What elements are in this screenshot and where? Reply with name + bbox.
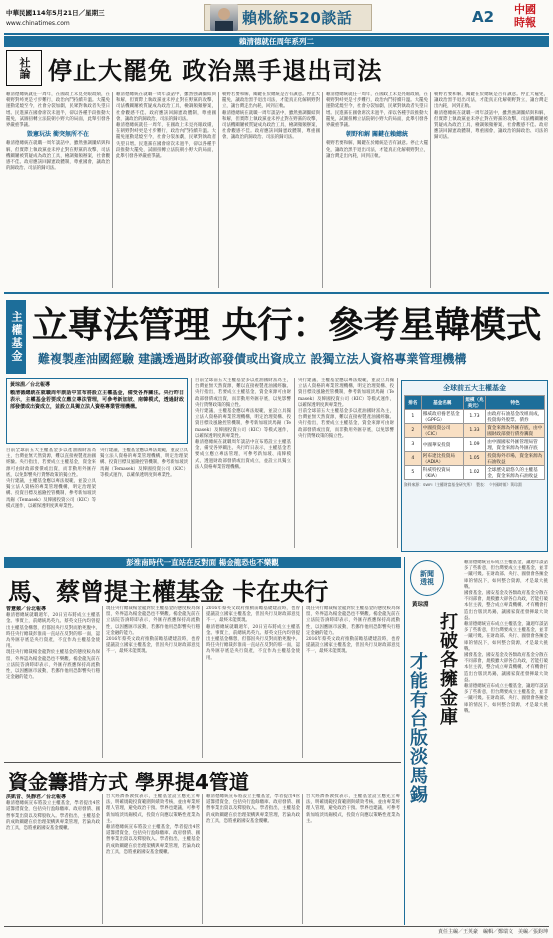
article3-col-2 [106, 606, 200, 758]
analysis-headline-line-2: 才能有台版淡馬錫 [407, 652, 428, 804]
article4-byline: 洪凱音、吳靜君／台北報導 [6, 794, 67, 800]
fund-paragraph: 央行建議，主權基金應以專法規範，並設立具獨立法人資格的專業管理機構，明定治理架構、投資目標及風險控管機制，參考新加坡淡馬錫（Temasek）及韓國投資公司（KIC）等模式運作，以確保透明度與專業性。 [298, 378, 394, 408]
editorial-col-3 [222, 92, 320, 288]
article3-col-3 [206, 606, 300, 758]
column-divider [302, 794, 303, 924]
analysis-label [410, 560, 444, 596]
analysis-paragraph: 賴清德總統宣布成立主權基金，讓週年談話多了些新意，但台灣要成立主權基金，並非一蹴可幾。在財政部、央行、國發會各擁金庫的情況下，如何整合資源，才是最大挑戰。 [464, 560, 548, 590]
article3-paragraph: 2016年蔡英文政府推動前瞻基礎建設時，也曾提議設立國家主權基金，但因央行及財政部意見不一，最終未能實現。 [106, 637, 200, 655]
page-code: A2 [472, 8, 495, 26]
fund-paragraph: 央行建議，主權基金應以專法規範，並設立具獨立法人資格的專業管理機構，明定治理架構、投資目標及風險控管機制，參考新加坡淡馬錫（Temasek）及韓國投資公司（KIC）等模式運作，以確保透明度與專業性。 [6, 479, 96, 509]
editorial-paragraph: 賴清德總統在就職一周年談話中，雖然強調團結與和解，但實際上執政黨並未停止對在野黨的攻擊，司法機關屢被質疑成為政治工具，檢調頻頻辦案，社會觀感不佳。政府應該回歸憲政體制，尊重國會，讓政治的歸政治、司法的歸司法。 [222, 110, 320, 141]
paper-logo [505, 3, 545, 31]
editorial-col-2 [116, 92, 216, 288]
article4-col-2 [106, 794, 200, 924]
analysis-paragraph: 賴清德總統宣布成立主權基金，讓週年談話多了些新意，但台灣要成立主權基金，並非一蹴可幾。在財政部、央行、國發會各擁金庫的情況下，如何整合資源，才是最大挑戰。 [464, 684, 548, 714]
column-divider [112, 92, 113, 288]
column-divider [430, 92, 431, 288]
section-rule [4, 292, 549, 294]
editorial-paragraph: 賴清德總統就任一周年，在國政上未見亮眼政績，在朝野對峙更是寸步難行，政治內鬥持續升溫。大罷免運動延燒至今，社會分裂加劇，民眾對執政者失望日增。民進黨在國會席次未過半，卻以各種手段推動大罷免，試圖扭轉立法院朝小野大的局面，此舉引發各界嚴重爭議。 [116, 123, 216, 160]
editorial-paragraph: 賴清德總統在就職一周年談話中，雖然強調團結與和解，但實際上執政黨並未停止對在野黨的攻擊，司法機關屢被質疑成為政治工具，檢調頻頻辦案，社會觀感不佳。政府應該回歸憲政體制，尊重國會，讓政治的歸政治、司法的歸司法。 [6, 141, 110, 172]
fund-col-header: 規模（兆美元） [465, 397, 484, 409]
article3-paragraph: 2016年蔡英文政府推動前瞻基礎建設時，也曾提議設立國家主權基金，但因央行及財政部意見不一，最終未能實現。 [206, 606, 300, 624]
editorial-paragraph: 賴清德總統就任一周年，在國政上未見亮眼政績，在朝野對峙更是寸步難行，政治內鬥持續升溫。大罷免運動延燒至今，社會分裂加劇，民眾對執政者失望日增。民進黨在國會席次未過半，卻以各種手段推動大罷免，試圖扭轉立法院朝小野大的局面，此舉引發各界嚴重爭議。 [6, 92, 110, 129]
fund-lede: 賴清德總統在就職周年談話中宣布將設立主權基金，備受各界關注。央行昨日表示，主權基金若要成立應立專法管理，可參考新加坡、南韓模式，透過財政部發債或出資成立，並設立具獨立法人資格專業管理機構。 [10, 390, 184, 410]
fund-size: 1.02 [463, 466, 485, 480]
article3-headline: 馬、蔡曾提主權基金 卡在央行 [8, 578, 329, 606]
president-photo [210, 4, 238, 31]
fund-paragraph: 央行建議，主權基金應以專法規範，並設立具獨立法人資格的專業管理機構，明定治理架構、投資目標及風險控管機制，參考新加坡淡馬錫（Temasek）及韓國投資公司（KIC）等模式運作，以確保透明度與專業性。 [195, 409, 291, 439]
editorial-paragraph: 朝野若要和解，關鍵在於總統是否有誠意。停止大罷免，讓政治黑手退出司法，才能真正化解朝野對立，讓台灣走出內耗，回到正軌。 [434, 92, 548, 110]
article3-paragraph: 現任央行總裁楊金龍對於主權基金的態度較為保留，外界認為楊金龍恐也不樂觀。楊金龍先前在立法院答詢時即表示，外匯存底應保持高流動性，以因應匯市波動，若挪作他用恐影響央行穩定金融的能力。 [6, 650, 100, 681]
article3-paragraph: 賴清德總統就職週年，20日宣布將成立主權基金。事實上，前總統馬英九、蔡英文任內均曾提出主權基金構想，但都因央行反對而胎死腹中。時任央行總裁彭淮南一直站在反對的那一面，認為外匯存底是央行資產，不宜作為主權基金使用。 [6, 613, 100, 650]
fund-col-header: 特色 [486, 396, 545, 410]
editorial-kicker [6, 50, 42, 86]
column-divider [202, 794, 203, 924]
fund-paragraph: 央行建議，主權基金應以專法規範，並設立具獨立法人資格的專業管理機構，明定治理架構、投資目標及風險控管機制，參考新加坡淡馬錫（Temasek）及韓國投資公司（KIC）等模式運作，以確保透明度與專業性。 [100, 448, 188, 478]
column-divider [322, 92, 323, 288]
fund-headline: 立專法管理 央行：參考星韓模式 [32, 305, 542, 346]
analysis-paragraph: 國發基金、國安基金及各類政府基金分散在不同部會，規模雖大卻各自為政，若能打破本位主義，整合成立專責機構，才有機會打造出台版淡馬錫，讓國家資產發揮最大效益。 [464, 653, 548, 683]
article4-headline: 資金籌措方式 學界提4管道 [8, 770, 249, 794]
fund-lede-box [6, 378, 188, 444]
portrait-icon [210, 4, 238, 31]
fund-col-3 [195, 378, 291, 548]
fund-paragraph: 目前全球前五大主權基金多以產油國財富為主，台灣並無天然資源，難以直接複製產油國經驗。央行指出，若要成立主權基金，資金來源可由財政部發債或出資，而非動用外匯存底，以免影響央行貨幣政策的獨立性。 [298, 409, 394, 439]
fund-rank: 3 [405, 438, 422, 452]
article3-col-4 [306, 606, 400, 758]
analysis-paragraph: 賴清德總統宣布成立主權基金，讓週年談話多了些新意，但台灣要成立主權基金，並非一蹴可幾。在財政部、央行、國發會各擁金庫的情況下，如何整合資源，才是最大挑戰。 [464, 622, 548, 652]
analysis-headline-line-1: 打破各擁金庫 [437, 612, 458, 726]
column-divider [102, 794, 103, 924]
fund-table-source: 資料來源：SWFI（主權財富基金研究所） 製表：《中國時報》黃琮淵 [404, 482, 522, 487]
table-row [405, 452, 545, 466]
article3-paragraph: 2016年蔡英文政府推動前瞻基礎建設時，也曾提議設立國家主權基金，但因央行及財政部意見不一，最終未能實現。 [306, 637, 400, 655]
fund-table [404, 395, 545, 480]
column-divider [102, 606, 103, 758]
article3-paragraph: 現任央行總裁楊金龍對於主權基金的態度較為保留，外界認為楊金龍恐也不樂觀。楊金龍先前在立法院答詢時即表示，外匯存底應保持高流動性，以因應匯市波動，若挪作他用恐影響央行穩定金融的能力。 [106, 606, 200, 636]
article4-paragraph: 台大經濟系教授表示，主權基金設立應先立專法，明確規範投資範圍與績效考核，並由專業經理人管理，避免政治干預。學界也建議，可參考新加坡淡馬錫模式，投資方向應以策略性產業為主。 [106, 794, 200, 824]
fund-col-header: 基金名稱 [421, 396, 463, 410]
fund-name: 中國投資公司（CIC） [421, 424, 463, 438]
fund-size: 1.09 [463, 438, 485, 452]
article4-paragraph: 賴清德總統宣布將設立主權基金，學者提出4管道籌措資金，包括央行盈餘繳庫、政府發債、國營事業出資以及釋股收入。學者指出，主權基金的成敗關鍵在於治理架構與專業管理，若淪為政治工具，恐將重蹈國安基金覆轍。 [106, 825, 200, 855]
article4-paragraph: 賴清德總統宣布將設立主權基金，學者提出4管道籌措資金，包括央行盈餘繳庫、政府發債、國營事業出資以及釋股收入。學者指出，主權基金的成敗關鍵在於治理架構與專業管理，若淪為政治工具，恐將重蹈國安基金覆轍。 [6, 801, 100, 832]
article4-col-3 [206, 794, 300, 924]
editorial-paragraph: 賴清德總統就任一周年，在國政上未見亮眼政績，在朝野對峙更是寸步難行，政治內鬥持續升溫。大罷免運動延燒至今，社會分裂加劇，民眾對執政者失望日增。民進黨在國會席次未過半，卻以各種手段推動大罷免，試圖扭轉立法院朝小野大的局面，此舉引發各界嚴重爭議。 [326, 92, 428, 129]
column-divider [294, 378, 295, 548]
editorial-subhead-2: 朝野和解 關鍵在賴總統 [345, 131, 409, 139]
editorial-col-5 [434, 92, 548, 288]
article4-col-1 [6, 794, 100, 924]
column-divider [202, 606, 203, 758]
fund-size: 1.73 [463, 410, 485, 424]
fund-rank: 5 [405, 466, 422, 480]
section-rule [4, 762, 401, 763]
fund-rank: 1 [405, 410, 422, 424]
paper-name-bottom: 時報 [514, 16, 536, 29]
footer-rule [4, 926, 549, 927]
fund-name: 中國華安投資 [421, 438, 463, 452]
masthead [0, 0, 553, 33]
fund-subheadline: 難複製產油國經驗 建議透過財政部發債或出資成立 設獨立法人資格專業管理機構 [38, 352, 467, 366]
fund-col-2 [100, 448, 188, 548]
topic-label-box [6, 300, 26, 374]
topic-label-text: 主權基金 [10, 311, 23, 363]
column-divider [397, 378, 398, 548]
table-row [405, 438, 545, 452]
article4-paragraph: 台大經濟系教授表示，主權基金設立應先立專法，明確規範投資範圍與績效考核，並由專業經理人管理，避免政治干預。學界也建議，可參考新加坡淡馬錫模式，投資方向應以策略性產業為主。 [306, 794, 400, 824]
editorial-paragraph: 賴清德總統在就職一周年談話中，雖然強調團結與和解，但實際上執政黨並未停止對在野黨的攻擊，司法機關屢被質疑成為政治工具，檢調頻頻辦案，社會觀感不佳。政府應該回歸憲政體制，尊重國會，讓政治的歸政治、司法的歸司法。 [434, 110, 548, 141]
column-divider [302, 606, 303, 758]
article4-col-4 [306, 794, 400, 924]
fund-size: 1.05 [463, 452, 485, 466]
footer-credits: 責任主編／王英豪 編輯／鄭瑞文 美編／張鈞坤 [437, 929, 548, 935]
fund-name: 挪威政府養老基金（GPFG） [421, 410, 463, 424]
table-row [405, 466, 545, 480]
editorial-col-1 [6, 92, 110, 288]
masthead-date: 中華民國114年5月21日／星期三 [6, 9, 105, 17]
table-row [405, 424, 545, 438]
fund-paragraph: 目前全球前五大主權基金多以產油國財富為主，台灣並無天然資源，難以直接複製產油國經驗。央行指出，若要成立主權基金，資金來源可由財政部發債或出資，而非動用外匯存底，以免影響央行貨幣政策的獨立性。 [6, 448, 96, 478]
analysis-label-text: 新聞透視 [420, 570, 434, 586]
editorial-subhead-1: 毀憲玩法 衝突無所不在 [26, 131, 90, 139]
editorial-col-4 [326, 92, 428, 288]
series-banner: 賴清德就任周年系列二 [4, 36, 549, 47]
table-row [405, 410, 545, 424]
column-title: 賴桃統520談話 [242, 9, 353, 27]
column-divider [218, 92, 219, 288]
fund-feature: 全球歷史最悠久的主權基金，資金來源為石油收益 [486, 466, 545, 480]
analysis-headline [408, 612, 460, 912]
editorial-paragraph: 賴清德總統在就職一周年談話中，雖然強調團結與和解，但實際上執政黨並未停止對在野黨的攻擊，司法機關屢被質疑成為政治工具，檢調頻頻辦案，社會觀感不佳。政府應該回歸憲政體制，尊重國會，讓政治的歸政治、司法的歸司法。 [116, 92, 216, 122]
fund-col-4 [298, 378, 394, 548]
masthead-rule [4, 33, 549, 35]
fund-table-title: 全球前五大主權基金 [443, 384, 506, 392]
fund-rank: 2 [405, 424, 422, 438]
masthead-url: www.chinatimes.com [6, 20, 70, 27]
fund-byline: 黃琮淵／台北報導 [10, 382, 51, 388]
editorial-headline: 停止大罷免 政治黑手退出司法 [48, 57, 383, 85]
editorial-kicker-text: 社論 [18, 57, 31, 79]
article4-paragraph: 賴清德總統宣布將設立主權基金，學者提出4管道籌措資金，包括央行盈餘繳庫、政府發債、國營事業出資以及釋股收入。學者指出，主權基金的成敗關鍵在於治理架構與專業管理，若淪為政治工具，恐將重蹈國安基金覆轍。 [206, 794, 300, 824]
fund-col-1 [6, 448, 96, 548]
fund-feature: 由政府石油基金改組而成，投資海外股票、債券 [486, 410, 545, 424]
fund-paragraph: 目前全球前五大主權基金多以產油國財富為主，台灣並無天然資源，難以直接複製產油國經驗。央行指出，若要成立主權基金，資金來源可由財政部發債或出資，而非動用外匯存底，以免影響央行貨幣政策的獨立性。 [195, 378, 291, 408]
analysis-author: 黃琮淵 [412, 602, 429, 608]
fund-size: 1.33 [463, 424, 485, 438]
article3-paragraph: 賴清德總統就職週年，20日宣布將成立主權基金。事實上，前總統馬英九、蔡英文任內均曾提出主權基金構想，但都因央行反對而胎死腹中。時任央行總裁彭淮南一直站在反對的那一面，認為外匯存底是央行資產，不宜作為主權基金使用。 [206, 624, 300, 661]
article3-col-1 [6, 606, 100, 758]
fund-paragraph: 賴清德總統在就職周年談話中宣布將設立主權基金，備受各界關注。央行昨日表示，主權基金若要成立應立專法管理，可參考新加坡、南韓模式，透過財政部發債或出資成立，並設立具獨立法人資格專業管理機構。 [195, 440, 291, 470]
fund-feature: 資金來源為外匯存底，由中國財政部發行債券籌資 [486, 424, 545, 438]
paper-name-top: 中國 [514, 3, 536, 16]
analysis-paragraph: 國發基金、國安基金及各類政府基金分散在不同部會，規模雖大卻各自為政，若能打破本位主義，整合成立專責機構，才有機會打造出台版淡馬錫，讓國家資產發揮最大效益。 [464, 591, 548, 621]
fund-feature: 由中國國家外匯管理局管理，資金來源為外匯存底 [486, 438, 545, 452]
article3-paragraph: 現任央行總裁楊金龍對於主權基金的態度較為保留，外界認為楊金龍恐也不樂觀。楊金龍先前在立法院答詢時即表示，外匯存底應保持高流動性，以因應匯市波動，若挪作他用恐影響央行穩定金融的能力。 [306, 606, 400, 636]
editorial-paragraph: 朝野若要和解，關鍵在於總統是否有誠意。停止大罷免，讓政治黑手退出司法，才能真正化解朝野對立，讓台灣走出內耗，回到正軌。 [222, 92, 320, 110]
article3-banner: 彭淮南時代一直站在反對面 楊金龍恐也不樂觀 [4, 557, 401, 568]
editorial-paragraph: 朝野若要和解，關鍵在於總統是否有誠意。停止大罷免，讓政治黑手退出司法，才能真正化解朝野對立，讓台灣走出內耗，回到正軌。 [326, 141, 428, 159]
fund-name: 科威特投資局（KIA） [421, 466, 463, 480]
analysis-col-1 [464, 560, 548, 922]
fund-name: 阿布達比投資局（ADIA） [421, 452, 463, 466]
fund-rank: 4 [405, 452, 422, 466]
fund-feature: 投資海外市場，資金來源為石油收益 [486, 452, 545, 466]
column-divider [191, 378, 192, 548]
article3-byline: 曾薏蘋／台北報導 [6, 606, 47, 612]
fund-table-header-row [405, 396, 545, 410]
fund-table-box [401, 380, 548, 552]
fund-col-header: 排名 [405, 396, 422, 410]
